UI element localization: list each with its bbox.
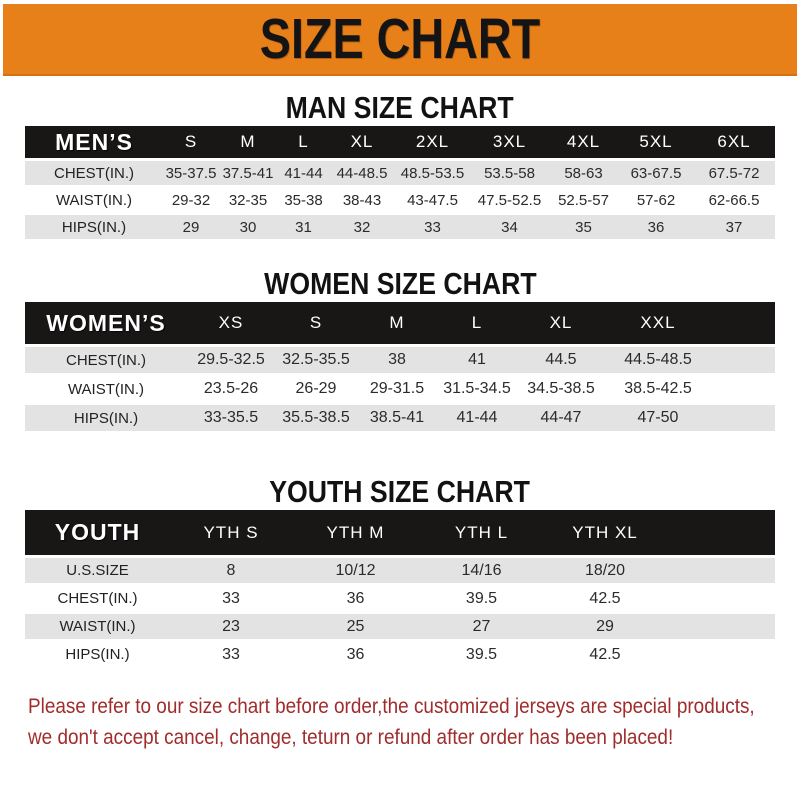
size-cell: 35-38 [277, 188, 330, 212]
column-header-filler [711, 302, 775, 344]
row-label: U.S.SIZE [25, 558, 170, 583]
column-header-filler [666, 510, 775, 555]
women-row-hips-in [25, 405, 775, 431]
man-section-heading-text: MAN SIZE CHART [285, 90, 515, 125]
size-cell: 44-48.5 [330, 161, 394, 185]
men-row-hips-in [25, 215, 775, 239]
women-row-waist-in [25, 376, 775, 402]
size-cell: 44-47 [517, 405, 605, 431]
size-cell: 29 [163, 215, 219, 239]
size-cell: 62-66.5 [693, 188, 775, 212]
size-cell: 36 [292, 586, 419, 611]
men-size-table [25, 123, 775, 242]
size-cell: 36 [292, 642, 419, 667]
size-cell: 29 [544, 614, 666, 639]
size-cell: 38.5-41 [357, 405, 437, 431]
column-header: YTH XL [544, 510, 666, 555]
column-header: XXL [605, 302, 711, 344]
size-cell: 29.5-32.5 [187, 347, 275, 373]
size-cell: 38.5-42.5 [605, 376, 711, 402]
size-cell: 41 [437, 347, 517, 373]
size-cell: 47-50 [605, 405, 711, 431]
men-table-title: MEN’S [25, 126, 163, 158]
size-cell: 29-31.5 [357, 376, 437, 402]
size-chart-banner [3, 4, 797, 76]
size-chart-page [0, 4, 800, 800]
women-section-heading-text: WOMEN SIZE CHART [263, 266, 537, 301]
men-row-chest-in [25, 161, 775, 185]
youth-row-chest-in [25, 586, 775, 611]
size-cell: 33-35.5 [187, 405, 275, 431]
size-cell: 44.5 [517, 347, 605, 373]
youth-table-title: YOUTH [25, 510, 170, 555]
size-cell: 42.5 [544, 586, 666, 611]
column-header: 2XL [394, 126, 471, 158]
size-cell: 32.5-35.5 [275, 347, 357, 373]
row-label: CHEST(IN.) [25, 586, 170, 611]
size-cell: 38-43 [330, 188, 394, 212]
youth-size-table-container [0, 507, 800, 670]
column-header: 5XL [619, 126, 693, 158]
size-cell-filler [711, 376, 775, 402]
size-cell-filler [666, 558, 775, 583]
note-line-1: Please refer to our size chart before order,the customized jerseys are special products, [28, 694, 755, 718]
column-header: XL [330, 126, 394, 158]
size-cell: 29-32 [163, 188, 219, 212]
column-header: YTH M [292, 510, 419, 555]
size-cell: 34.5-38.5 [517, 376, 605, 402]
column-header: L [277, 126, 330, 158]
size-cell: 30 [219, 215, 277, 239]
size-cell: 18/20 [544, 558, 666, 583]
size-cell: 32-35 [219, 188, 277, 212]
size-cell: 53.5-58 [471, 161, 548, 185]
size-cell: 26-29 [275, 376, 357, 402]
column-header: S [275, 302, 357, 344]
row-label: HIPS(IN.) [25, 642, 170, 667]
size-cell: 36 [619, 215, 693, 239]
size-cell-filler [666, 614, 775, 639]
size-cell: 14/16 [419, 558, 544, 583]
row-label: HIPS(IN.) [25, 215, 163, 239]
column-header: YTH S [170, 510, 292, 555]
size-cell: 31.5-34.5 [437, 376, 517, 402]
youth-section-heading-text: YOUTH SIZE CHART [269, 474, 531, 509]
size-cell: 38 [357, 347, 437, 373]
row-label: WAIST(IN.) [25, 188, 163, 212]
size-cell: 52.5-57 [548, 188, 619, 212]
column-header: 4XL [548, 126, 619, 158]
size-cell: 44.5-48.5 [605, 347, 711, 373]
note-line-2: we don't accept cancel, change, teturn or refund after order has been placed! [28, 725, 674, 749]
size-cell: 33 [394, 215, 471, 239]
size-cell: 63-67.5 [619, 161, 693, 185]
column-header: YTH L [419, 510, 544, 555]
size-cell: 27 [419, 614, 544, 639]
row-label: CHEST(IN.) [25, 161, 163, 185]
size-cell: 23.5-26 [187, 376, 275, 402]
youth-row-hips-in [25, 642, 775, 667]
size-cell: 58-63 [548, 161, 619, 185]
row-label: WAIST(IN.) [25, 376, 187, 402]
size-cell: 67.5-72 [693, 161, 775, 185]
row-label: WAIST(IN.) [25, 614, 170, 639]
column-header: XL [517, 302, 605, 344]
man-section-heading [0, 92, 800, 123]
size-cell-filler [666, 586, 775, 611]
women-header-row [25, 302, 775, 344]
column-header: 6XL [693, 126, 775, 158]
size-cell: 33 [170, 586, 292, 611]
order-disclaimer-note [28, 692, 800, 754]
size-cell: 39.5 [419, 642, 544, 667]
size-cell: 10/12 [292, 558, 419, 583]
column-header: L [437, 302, 517, 344]
men-header-row [25, 126, 775, 158]
size-cell: 37 [693, 215, 775, 239]
women-table-title: WOMEN’S [25, 302, 187, 344]
youth-row-waist-in [25, 614, 775, 639]
size-cell: 35-37.5 [163, 161, 219, 185]
size-cell: 41-44 [277, 161, 330, 185]
size-cell-filler [711, 347, 775, 373]
column-header: S [163, 126, 219, 158]
row-label: CHEST(IN.) [25, 347, 187, 373]
women-size-table [25, 299, 775, 434]
size-cell: 23 [170, 614, 292, 639]
column-header: M [219, 126, 277, 158]
size-cell: 47.5-52.5 [471, 188, 548, 212]
size-cell: 31 [277, 215, 330, 239]
women-section-heading [0, 268, 800, 299]
column-header: 3XL [471, 126, 548, 158]
page-title: SIZE CHART [259, 6, 541, 71]
size-cell: 41-44 [437, 405, 517, 431]
size-cell: 34 [471, 215, 548, 239]
youth-row-u-s-size [25, 558, 775, 583]
size-cell: 37.5-41 [219, 161, 277, 185]
size-cell-filler [711, 405, 775, 431]
size-cell: 48.5-53.5 [394, 161, 471, 185]
size-cell: 25 [292, 614, 419, 639]
size-cell: 35 [548, 215, 619, 239]
men-row-waist-in [25, 188, 775, 212]
men-size-table-container [0, 123, 800, 242]
size-cell: 8 [170, 558, 292, 583]
youth-header-row [25, 510, 775, 555]
size-cell: 33 [170, 642, 292, 667]
column-header: XS [187, 302, 275, 344]
size-cell: 43-47.5 [394, 188, 471, 212]
youth-size-table [25, 507, 775, 670]
row-label: HIPS(IN.) [25, 405, 187, 431]
size-cell-filler [666, 642, 775, 667]
column-header: M [357, 302, 437, 344]
size-cell: 39.5 [419, 586, 544, 611]
women-size-table-container [0, 299, 800, 434]
size-cell: 35.5-38.5 [275, 405, 357, 431]
size-cell: 32 [330, 215, 394, 239]
size-cell: 57-62 [619, 188, 693, 212]
youth-section-heading [0, 476, 800, 507]
women-row-chest-in [25, 347, 775, 373]
size-cell: 42.5 [544, 642, 666, 667]
